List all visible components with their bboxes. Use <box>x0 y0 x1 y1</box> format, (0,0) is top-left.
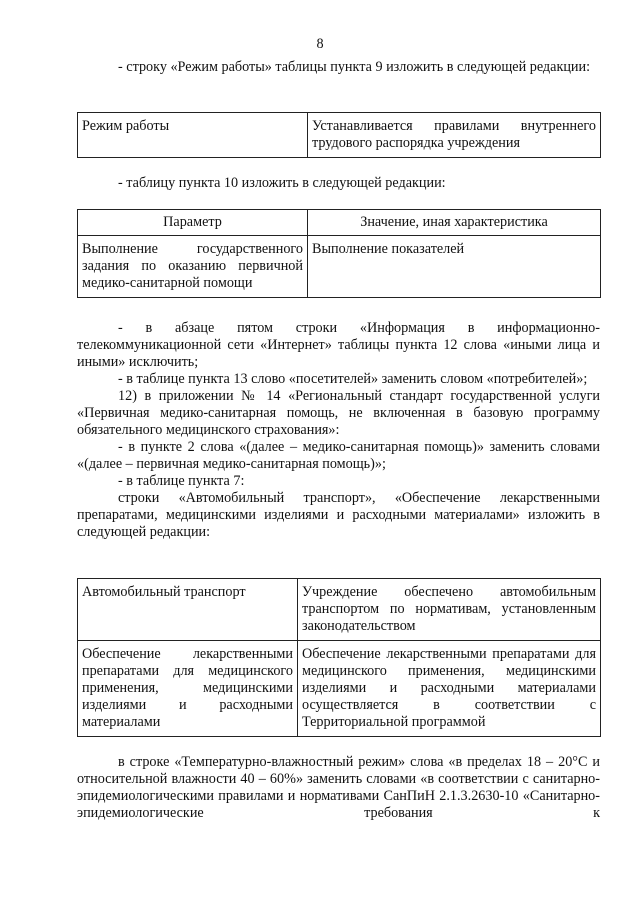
table-header-cell: Значение, иная характеристика <box>308 210 601 236</box>
table-row <box>78 236 601 298</box>
page-number: 8 <box>316 36 324 52</box>
paragraph-row-mode <box>77 59 600 76</box>
table-cell: Учреждение обеспечено автомобильным транспортом по нормативам, установленным законодательством <box>298 579 601 641</box>
table-header-cell: Параметр <box>78 210 308 236</box>
table-cell: Обеспечение лекарственными препаратами для медицинского применения, медицинскими изделиями и расходными материалами <box>78 641 298 737</box>
paragraph-text: - строку «Режим работы» таблицы пункта 9 изложить в следующей редакции: <box>118 59 591 75</box>
paragraph-text: - в пункте 2 слова «(далее – медико-санитарная помощь)» заменить словами «(далее – первичная медико-санитарная помощь)»; <box>77 439 600 472</box>
table-cell: Автомобильный транспорт <box>78 579 298 641</box>
table-cell: Обеспечение лекарственными препаратами для медицинского применения, медицинскими изделиями и расходными материалами осуществляется в соответствии с Территориальной программой <box>298 641 601 737</box>
paragraph-table-10 <box>77 175 600 192</box>
table-transport-supply <box>77 578 601 737</box>
paragraph-text: - таблицу пункта 10 изложить в следующей редакции: <box>118 175 446 191</box>
paragraph-text: 12) в приложении № 14 «Региональный стандарт государственной услуги «Первичная медико-санитарная помощь, не включенная в базовую программу обязательного медицинского страхования»: <box>77 388 600 438</box>
table-row <box>78 641 601 737</box>
paragraph-text: строки «Автомобильный транспорт», «Обеспечение лекарственными препаратами, медицинскими изделиями и расходными материалами» изложить в следующей редакции: <box>77 490 600 540</box>
paragraph-text: - в абзаце пятом строки «Информация в информационно-телекоммуникационной сети «Интернет» таблицы пункта 12 слова «иными лица и иными» исключить; <box>77 320 600 370</box>
table-cell: Выполнение показателей <box>308 236 601 298</box>
paragraph-text: - в таблице пункта 7: <box>118 473 245 489</box>
table-row <box>78 579 601 641</box>
table-header-row <box>78 210 601 236</box>
table-cell: Режим работы <box>78 113 308 158</box>
paragraph-text: - в таблице пункта 13 слово «посетителей» заменить словом «потребителей»; <box>118 371 588 387</box>
table-row <box>78 113 601 158</box>
table-cell: Устанавливается правилами внутреннего трудового распорядка учреждения <box>308 113 601 158</box>
table-parameter <box>77 209 601 298</box>
amendments-block <box>77 320 600 541</box>
paragraph-temperature <box>77 754 600 822</box>
table-work-mode <box>77 112 601 158</box>
paragraph-text: в строке «Температурно-влажностный режим» слова «в пределах 18 – 20°С и относительной влажности 40 – 60%» заменить словами «в соответствии с санитарно-эпидемиологическими правилами и нормативами СанПиН 2.1.3.2630-10 «Санитарно-эпидемиологические требования к <box>77 754 600 821</box>
table-cell: Выполнение государственного задания по оказанию первичной медико-санитарной помощи <box>78 236 308 298</box>
